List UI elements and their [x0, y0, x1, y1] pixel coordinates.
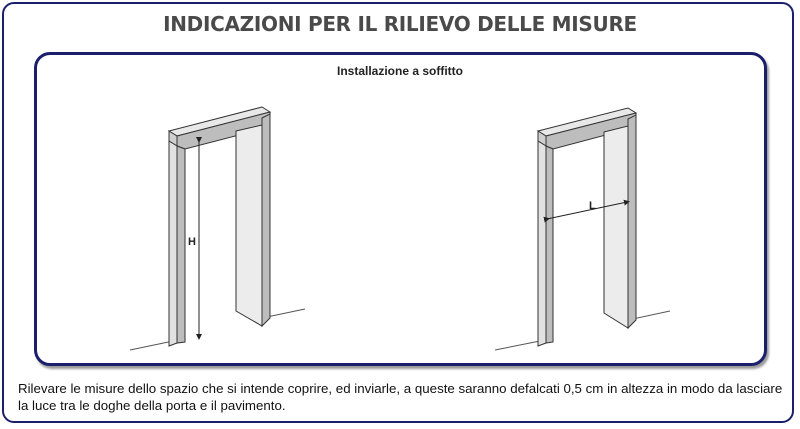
height-label: H [188, 236, 196, 248]
width-label: L [589, 200, 596, 212]
door-frame-left [130, 107, 305, 350]
panel-subtitle: Installazione a soffitto [336, 64, 463, 78]
instructions-text: Rilevare le misure dello spazio che si intende coprire, ed inviarle, a queste saranno defalcati 0,5 cm in altezza in modo da lasciare la luce tra le doghe della porta e il pavimento. [18, 381, 783, 413]
page-title: INDICAZIONI PER IL RILIEVO DELLE MISURE [163, 12, 637, 36]
door-frame-right [495, 108, 670, 350]
